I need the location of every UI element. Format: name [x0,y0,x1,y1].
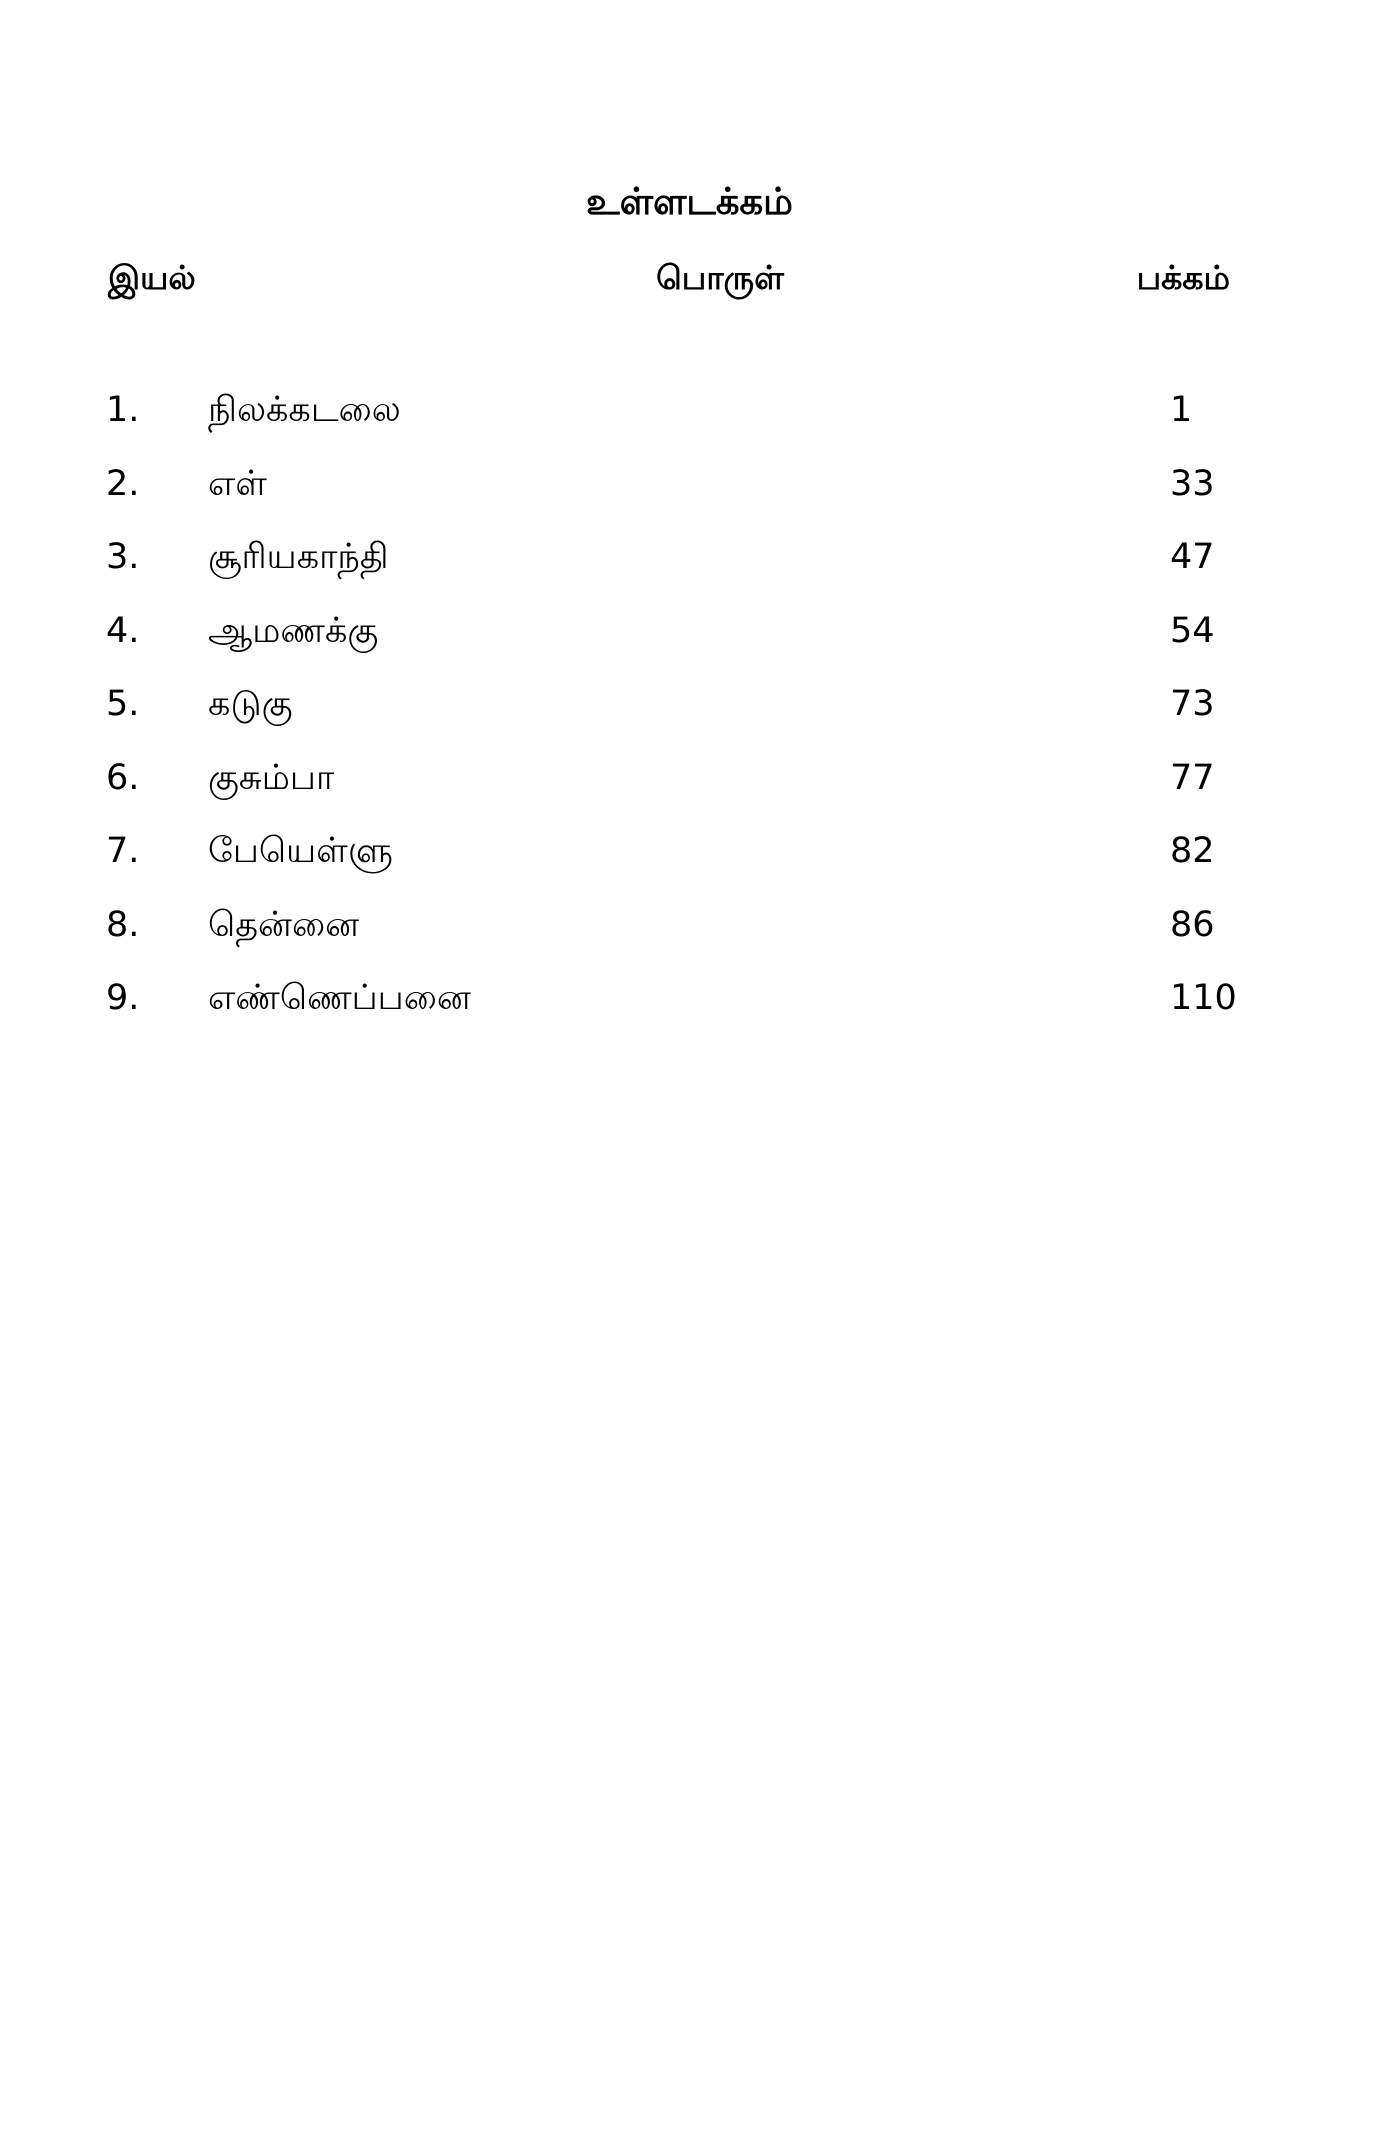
toc-entry [0,385,1379,459]
toc-entry [0,679,1379,753]
subject-column-header: பொருள் [656,258,784,297]
toc-entry [0,532,1379,606]
toc-entry-number: 2. [106,463,140,504]
toc-entry-title: சூரியகாந்தி [208,537,389,577]
toc-entry [0,900,1379,974]
toc-entry-page: 47 [1170,537,1215,577]
chapter-column-header: இயல் [108,258,196,297]
toc-list [0,385,1379,1047]
toc-entry-title: கடுகு [208,684,293,724]
toc-entry-page: 1 [1170,390,1193,430]
toc-entry [0,826,1379,900]
toc-entry-title: எள் [208,463,267,504]
toc-entry-number: 5. [106,684,140,724]
toc-entry-title: ஆமணக்கு [208,610,379,651]
toc-entry-page: 110 [1170,978,1237,1018]
page-column-header: பக்கம் [1136,258,1230,297]
toc-entry-title: பேயெள்ளு [208,831,393,871]
page-title: உள்ளடக்கம் [586,180,793,223]
toc-entry [0,459,1379,533]
toc-entry-page: 54 [1170,610,1215,651]
toc-entry-page: 86 [1170,904,1215,945]
toc-entry-page: 73 [1170,684,1215,724]
toc-entry-page: 33 [1170,463,1215,504]
toc-entry-title: குசும்பா [208,757,335,798]
toc-entry-number: 1. [106,390,140,430]
toc-header-row [0,254,1379,302]
toc-entry-title: நிலக்கடலை [208,390,401,430]
toc-entry-page: 77 [1170,757,1215,798]
toc-entry [0,973,1379,1047]
toc-entry-number: 4. [106,610,140,651]
toc-entry-number: 3. [106,537,140,577]
toc-entry-number: 7. [106,831,140,871]
toc-entry-page: 82 [1170,831,1215,871]
toc-entry [0,606,1379,680]
toc-entry-title: எண்ணெப்பனை [208,978,471,1018]
toc-entry [0,753,1379,827]
toc-entry-number: 8. [106,904,140,945]
toc-entry-number: 6. [106,757,140,798]
toc-entry-title: தென்னை [208,904,360,945]
toc-entry-number: 9. [106,978,140,1018]
